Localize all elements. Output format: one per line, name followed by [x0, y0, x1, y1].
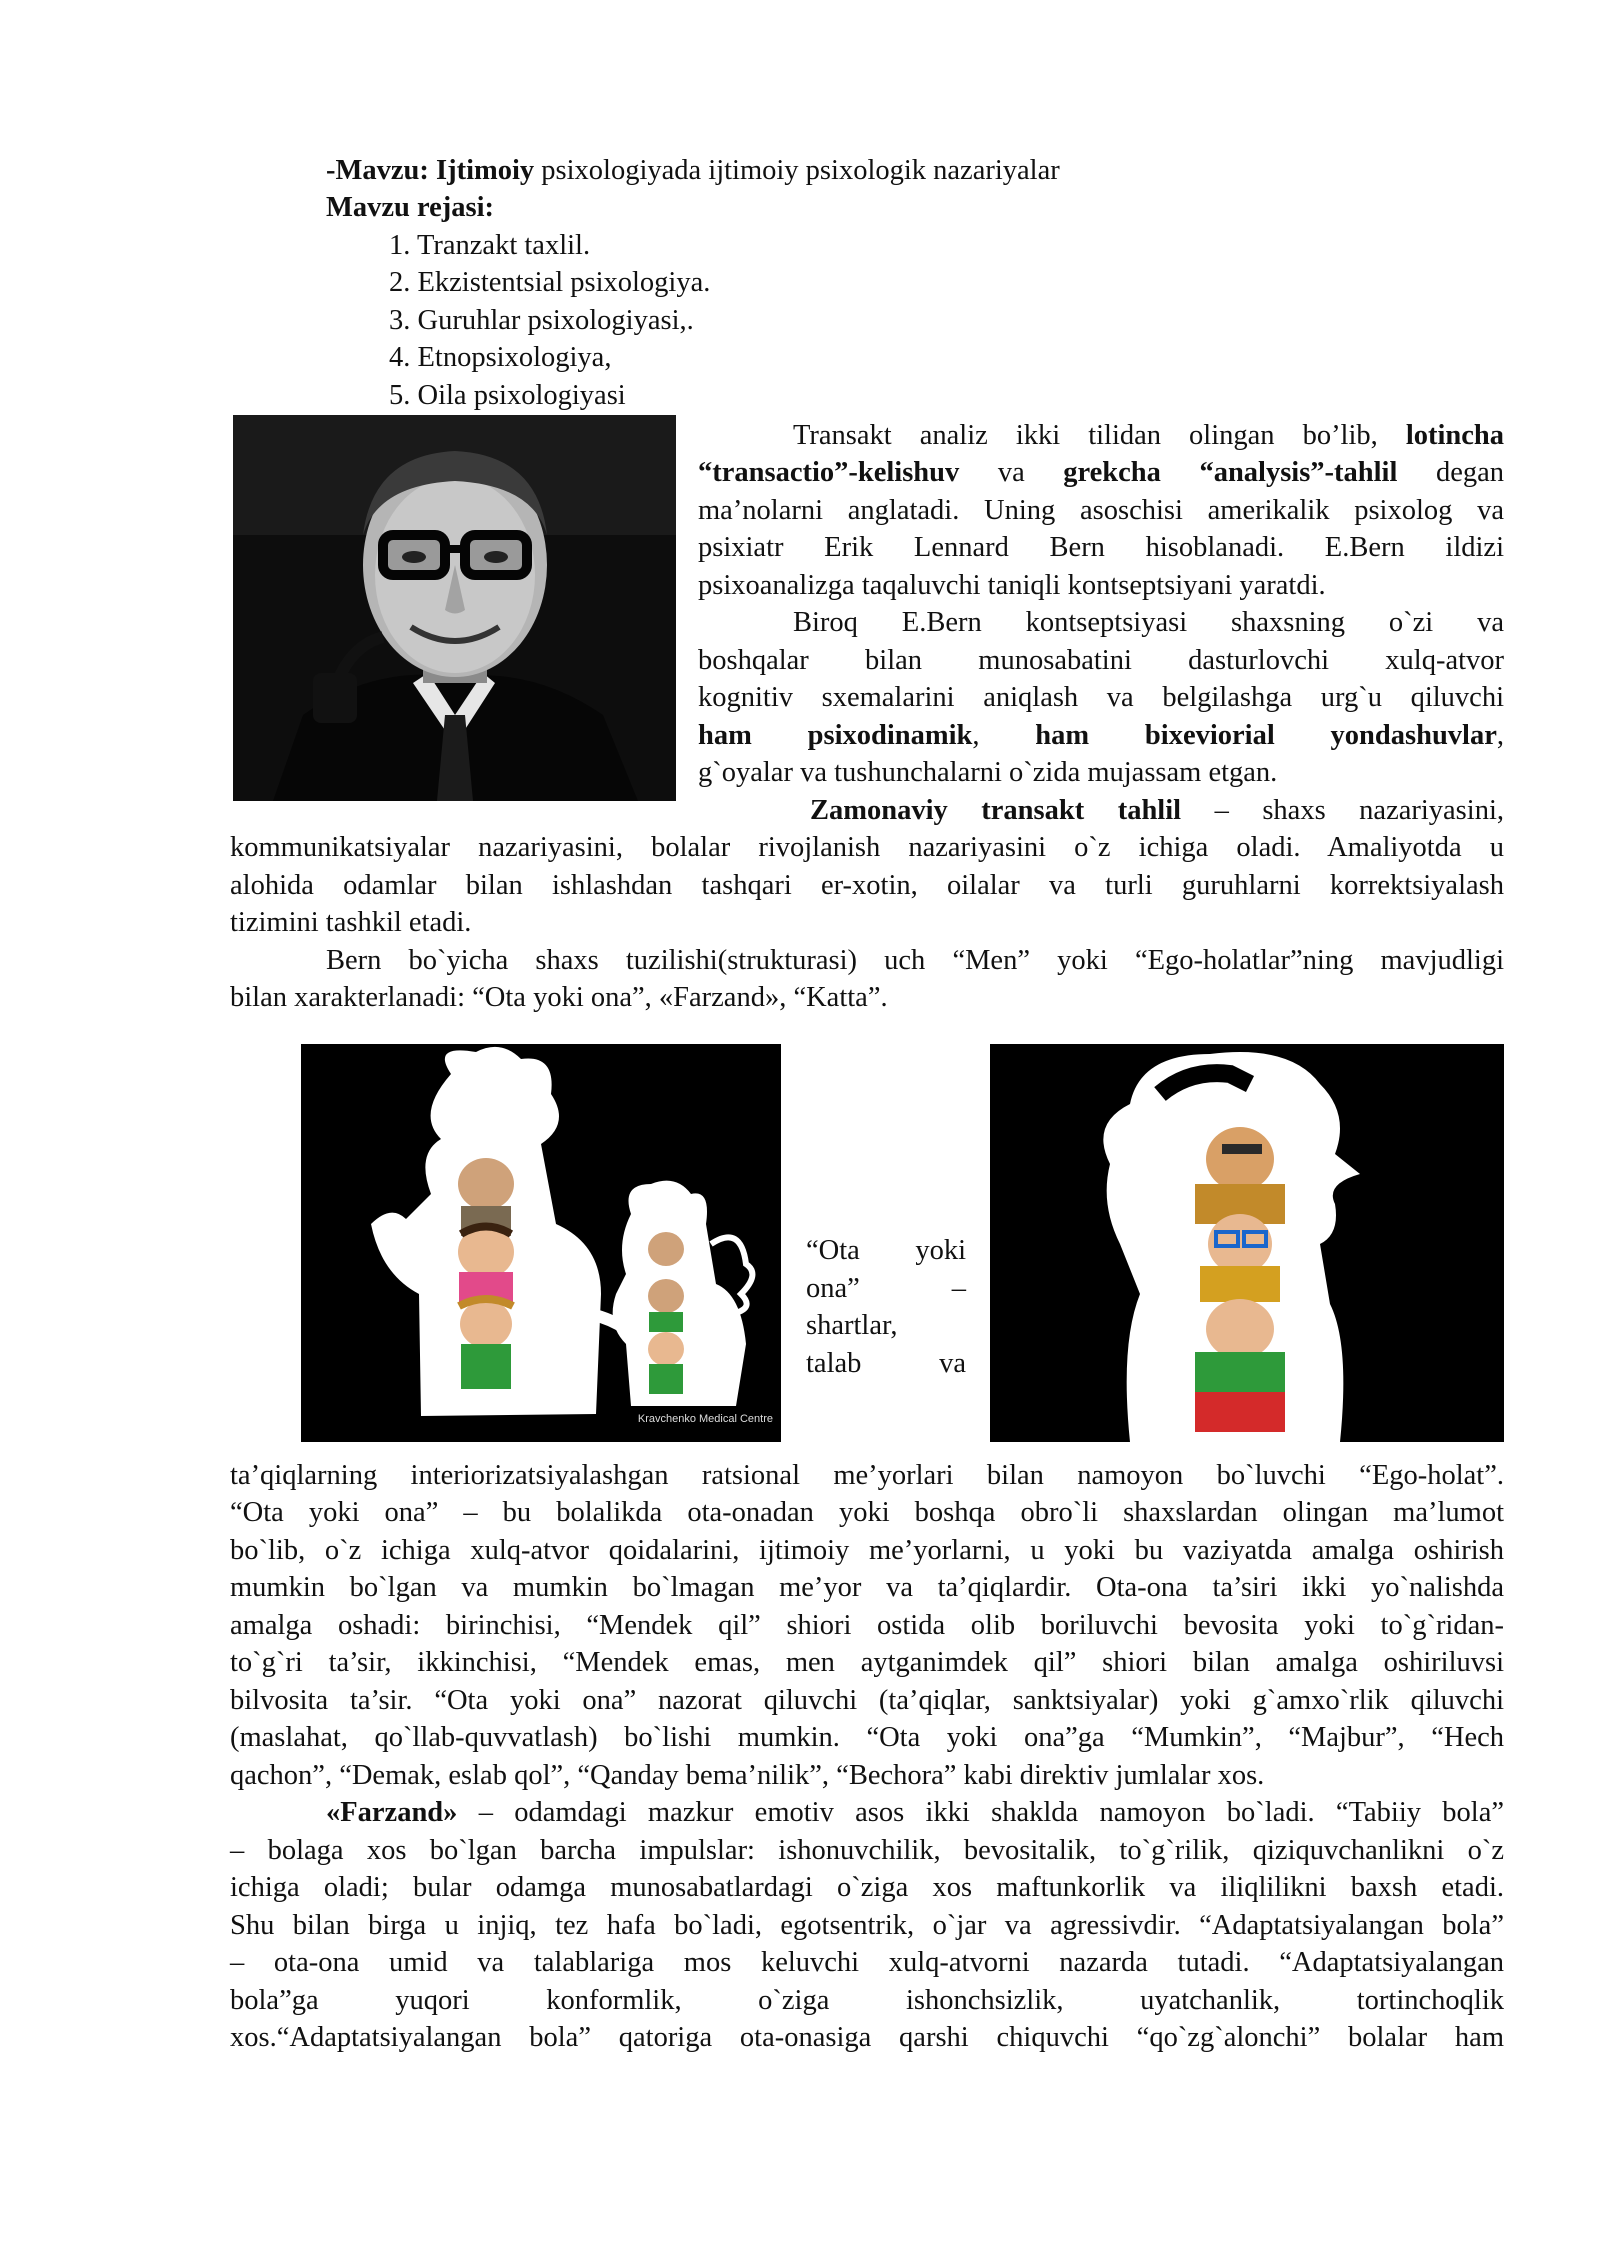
text-bold: ham bixeviorial yondashuvlar	[1035, 720, 1497, 751]
plan-item: 5. Oila psixologiyasi	[389, 380, 626, 411]
body-line: bilan xarakterlanadi: “Ota yoki ona”, «Farzand», “Katta”.	[230, 982, 888, 1013]
plan-heading	[326, 189, 494, 227]
intro-line	[698, 454, 1504, 492]
portrait-photo-eric-berne	[233, 415, 676, 801]
plan-item: 1. Tranzakt taxlil.	[389, 230, 591, 261]
man-silhouette-illustration	[990, 1044, 1504, 1442]
topic-label: -Mavzu: Ijtimoiy	[326, 155, 535, 186]
body-line: kommunikatsiyalar nazariyasini, bolalar rivojlanish nazariyasini o`z ichiga oladi. Amaliyotda u	[230, 832, 1504, 863]
body-line	[326, 1794, 1504, 1832]
portrait-illustration	[233, 415, 676, 801]
topic-text: psixologiyada ijtimoiy psixologik nazariyalar	[534, 155, 1060, 186]
text-bold: Zamonaviy transakt tahlil	[810, 795, 1182, 826]
body-line: bilvosita ta’sir. “Ota yoki ona” nazorat qiluvchi (ta’qiqlar, sanktsiyalar) yoki g`amxo`rlik qiluvchi	[230, 1685, 1504, 1716]
text-span: degan	[1435, 457, 1505, 488]
figure-watermark: Kravchenko Medical Centre	[637, 1412, 773, 1425]
text-span: Transakt analiz ikki tilidan olingan bo’lib,	[793, 420, 1378, 451]
text-span: yoki	[915, 1235, 966, 1266]
plan-item: 4. Etnopsixologiya,	[389, 342, 612, 373]
plan-item: 2. Ekzistentsial psixologiya.	[389, 267, 711, 298]
caption-line	[806, 1345, 966, 1383]
intro-line: ma’nolarni anglatadi. Uning asoschisi amerikalik psixolog va	[698, 495, 1504, 526]
body-line: xos.“Adaptatsiyalangan bola” qatoriga ota-onasiga qarshi chiquvchi “qo`zg`alonchi” bolalar ham	[230, 2022, 1504, 2053]
body-line: Shu bilan birga u injiq, tez hafa bo`ladi, egotsentrik, o`jar va agressivdir. “Adaptatsiyalangan bola”	[230, 1910, 1504, 1941]
text-span: ,	[972, 720, 1036, 751]
text-bold: «Farzand»	[326, 1797, 458, 1828]
body-line: mumkin bo`lgan va mumkin bo`lmagan me’yor va ta’qiqlardir. Ota-ona ta’siri ikki yo`nalishda	[230, 1572, 1504, 1603]
ego-states-figure-man	[990, 1044, 1504, 1442]
body-line: – bolaga xos bo`lgan barcha impulslar: ishonuvchilik, bevositalik, to`g`rilik, qiziquvchanlikni o`z	[230, 1835, 1504, 1866]
text-bold: grekcha “analysis”-tahlil	[1063, 457, 1398, 488]
body-line: tizimini tashkil etadi.	[230, 907, 472, 938]
intro-line	[698, 717, 1504, 755]
text-bold: ham psixodinamik	[698, 720, 973, 751]
caption-line	[806, 1270, 966, 1308]
text-bold: lotincha	[1405, 420, 1505, 451]
body-line: amalga oshadi: birinchisi, “Mendek qil” shiori ostida olib boriluvchi bevosita yoki to`g`ridan-	[230, 1610, 1504, 1641]
body-line: alohida odamlar bilan ishlashdan tashqari er-xotin, oilalar va turli guruhlarni korrektsiyalash	[230, 870, 1504, 901]
body-line: Bern bo`yicha shaxs tuzilishi(strukturasi) uch “Men” yoki “Ego-holatlar”ning mavjudligi	[326, 945, 1504, 976]
plan-item: 3. Guruhlar psixologiyasi,.	[389, 305, 694, 336]
ego-states-figure-family	[301, 1044, 781, 1442]
body-line: to`g`ri ta’sir, ikkinchisi, “Mendek emas, men aytganimdek qil” shiori bilan amalga oshiriluvsi	[230, 1647, 1504, 1678]
body-line: ichiga oladi; bular odamga munosabatlardagi o`ziga xos maftunkorlik va iliqlilikni baxsh etadi.	[230, 1872, 1504, 1903]
plan-label: Mavzu rejasi:	[326, 192, 495, 223]
intro-line: g`oyalar va tushunchalarni o`zida mujassam etgan.	[698, 757, 1278, 788]
family-silhouettes-illustration	[301, 1044, 781, 1442]
intro-line: boshqalar bilan munosabatini dasturlovchi xulq-atvor	[698, 645, 1504, 676]
text-span: – shaxs nazariyasini,	[1181, 795, 1504, 826]
body-line: qachon”, “Demak, eslab qol”, “Qanday bema’nilik”, “Bechora” kabi direktiv jumlalar xos.	[230, 1760, 1265, 1791]
text-span: ona”	[806, 1273, 860, 1304]
intro-line: psixiatr Erik Lennard Bern hisoblanadi. E.Bern ildizi	[698, 532, 1504, 563]
body-line: ta’qiqlarning interiorizatsiyalashgan ratsional me’yorlari bilan namoyon bo`luvchi “Ego-holat”.	[230, 1460, 1504, 1491]
body-line: bo`lib, o`z ichiga xulq-atvor qoidalarini, ijtimoiy me’yorlarni, u yoki bu vaziyatda amalga oshirish	[230, 1535, 1504, 1566]
topic-line	[326, 152, 1060, 190]
caption-line	[806, 1232, 966, 1270]
caption-line: shartlar,	[806, 1310, 898, 1341]
intro-line: kognitiv sxemalarini aniqlash va belgilashga urg`u qiluvchi	[698, 682, 1504, 713]
text-span: – odamdagi mazkur emotiv asos ikki shaklda namoyon bo`ladi. “Tabiiy bola”	[457, 1797, 1504, 1828]
text-span: va	[939, 1348, 966, 1379]
body-line: bola”ga yuqori konformlik, o`ziga ishonchsizlik, uyatchanlik, tortinchoqlik	[230, 1985, 1504, 2016]
body-line: “Ota yoki ona” – bu bolalikda ota-onadan yoki boshqa obro`li shaxslardan olingan ma’lumot	[230, 1497, 1504, 1528]
body-line: – ota-ona umid va talablariga mos keluvchi xulq-atvorni nazarda tutadi. “Adaptatsiyalangan	[230, 1947, 1504, 1978]
text-span: “Ota	[806, 1235, 860, 1266]
intro-line	[810, 792, 1504, 830]
body-line: (maslahat, qo`llab-quvvatlash) bo`lishi mumkin. “Ota yoki ona”ga “Mumkin”, “Majbur”, “Hech	[230, 1722, 1504, 1753]
text-span: va	[997, 457, 1025, 488]
text-span: talab	[806, 1348, 862, 1379]
text-span: ,	[1496, 720, 1504, 751]
intro-line	[793, 417, 1504, 455]
intro-line: psixoanalizga taqaluvchi taniqli kontseptsiyani yaratdi.	[698, 570, 1326, 601]
text-span: –	[951, 1273, 966, 1304]
text-bold: “transactio”-kelishuv	[698, 457, 960, 488]
intro-line: Biroq E.Bern kontseptsiyasi shaxsning o`zi va	[793, 607, 1504, 638]
